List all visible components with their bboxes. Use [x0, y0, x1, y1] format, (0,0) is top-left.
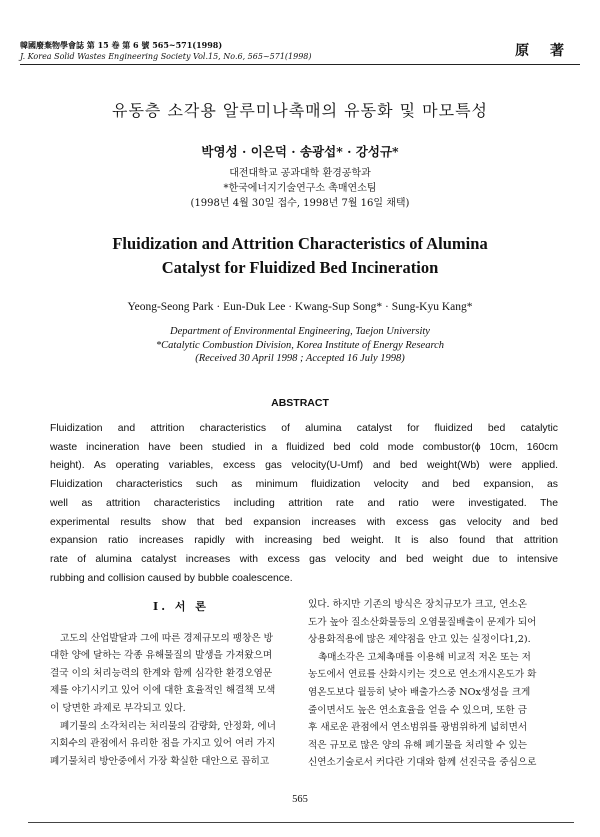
article-type-badge: 原 著	[515, 43, 572, 59]
english-title-line: Fluidization and Attrition Characteristics of Alumina	[112, 234, 488, 253]
journal-citation-korean: 韓國廢棄物學會誌 第 15 卷 第 6 號 565~571(1998)	[20, 40, 223, 50]
korean-affiliation-line: 대전대학교 공과대학 환경공학과	[229, 168, 371, 179]
abstract-line: well as attrition characteristics including attrition rate and ratio were investigated. The	[50, 497, 558, 509]
abstract-line: rubbing and collision caused by bubble coalescence.	[50, 572, 293, 584]
body-line: 농도에서 연료를 산화시키는 것으로 연소개시온도가 화	[308, 669, 537, 681]
body-line: 있다. 하지만 기존의 방식은 장치규모가 크고, 연소온	[308, 599, 528, 610]
received-date-english: (Received 30 April 1998 ; Accepted 16 July 1998)	[195, 353, 405, 364]
english-title	[0, 232, 600, 280]
header-rule	[20, 64, 580, 65]
abstract-line: Fluidization and attrition characteristics of alumina catalyst for fluidized bed catalytic	[50, 423, 558, 434]
body-line: 고도의 산업발달과 그에 따른 경제규모의 팽창은 방	[60, 632, 273, 644]
body-line: 염온도보다 월등히 낮아 배출가스중 NOx생성을 크게	[308, 686, 531, 698]
body-line: 상용화적용에 많은 제약점을 안고 있는 실정이다1,2).	[308, 634, 531, 646]
korean-title: 유동층 소각용 알루미나촉매의 유동화 및 마모특성	[111, 101, 488, 120]
received-date-korean: (1998년 4월 30일 접수, 1998년 7월 16일 채택)	[190, 198, 410, 209]
abstract-line: waste incineration have been studied in a fluidized bed cold mode combustor(ϕ 10cm, 160cm	[50, 441, 558, 453]
english-affiliation-line: Department of Environmental Engineering, Taejon University	[170, 326, 430, 337]
body-line: 적은 규모로 많은 양의 유해 폐기물을 처리할 수 있는	[308, 739, 528, 751]
abstract-line: Fluidization characteristics such as minimum fluidization velocity and bed expansion, as	[50, 479, 558, 491]
body-line: 촉매소각은 고체촉매를 이용해 비교적 저온 또는 저	[318, 651, 531, 663]
body-line: 후 새로운 관점에서 연소범위를 광범위하게 넓히면서	[308, 722, 528, 734]
korean-authors: 박영성 · 이은덕 · 송광섭* · 강성규*	[201, 144, 399, 159]
body-column-right	[308, 596, 570, 772]
english-affiliations	[0, 325, 600, 366]
abstract-heading: ABSTRACT	[271, 397, 329, 409]
body-line: 결국 이의 처리능력의 한계와 함께 심각한 환경오염문	[50, 667, 273, 679]
body-line: 제를 야기시키고 있어 이에 대한 효율적인 해결책 모색	[50, 685, 276, 697]
english-affiliation-line: *Catalytic Combustion Division, Korea Institute of Energy Research	[155, 339, 445, 351]
abstract-line: expansion ratio increases rapidly with increasing bed weight. It is also found that attrition	[50, 535, 558, 547]
journal-citation	[20, 40, 312, 62]
body-line: 이 당면한 과제로 부각되고 있다.	[50, 702, 186, 714]
body-line: 도가 높아 질소산화물등의 오염물질배출이 문제가 되어	[308, 616, 537, 628]
korean-affiliations	[0, 166, 600, 211]
body-line: 대한 양에 달하는 각종 유해물질의 발생을 가져왔으며	[50, 650, 273, 662]
section-heading-introduction: Ⅰ. 서 론	[153, 600, 209, 613]
body-line: 줄이면서도 높은 연소효율을 얻을 수 있으며, 또한 금	[308, 704, 528, 716]
abstract-body	[50, 420, 558, 588]
abstract-line: height). As operating variables, excess gas velocity(U-Umf) and bed weight(Wb) were applied.	[50, 460, 558, 472]
footer-rule	[28, 822, 574, 823]
english-authors: Yeong-Seong Park · Eun-Duk Lee · Kwang-Sup Song* · Sung-Kyu Kang*	[127, 301, 473, 313]
body-column-left	[50, 598, 312, 770]
abstract-line: rate of alumina catalyst increases with excess gas velocity and bed weight due to intensive	[50, 553, 558, 565]
korean-affiliation-line: *한국에너지기술연구소 촉매연소팀	[223, 183, 377, 194]
english-title-line: Catalyst for Fluidized Bed Incineration	[161, 258, 439, 277]
abstract-line: experimental results show that bed expansion increases with excess gas velocity and bed	[50, 516, 558, 528]
body-line: 신연소기술로서 커다란 기대와 함께 선진국을 중심으로	[308, 757, 537, 769]
body-line: 폐기물의 소각처리는 처리물의 감량화, 안정화, 에너	[60, 720, 276, 732]
journal-citation-english: J. Korea Solid Wastes Engineering Society Vol.15, No.6, 565~571(1998)	[20, 52, 312, 61]
page-number: 565	[292, 794, 308, 805]
body-line: 지회수의 관점에서 유리한 점을 가지고 있어 여러 가지	[50, 738, 276, 750]
body-line: 폐기물처리 방안중에서 가장 확실한 대안으로 꼽히고	[50, 755, 270, 767]
